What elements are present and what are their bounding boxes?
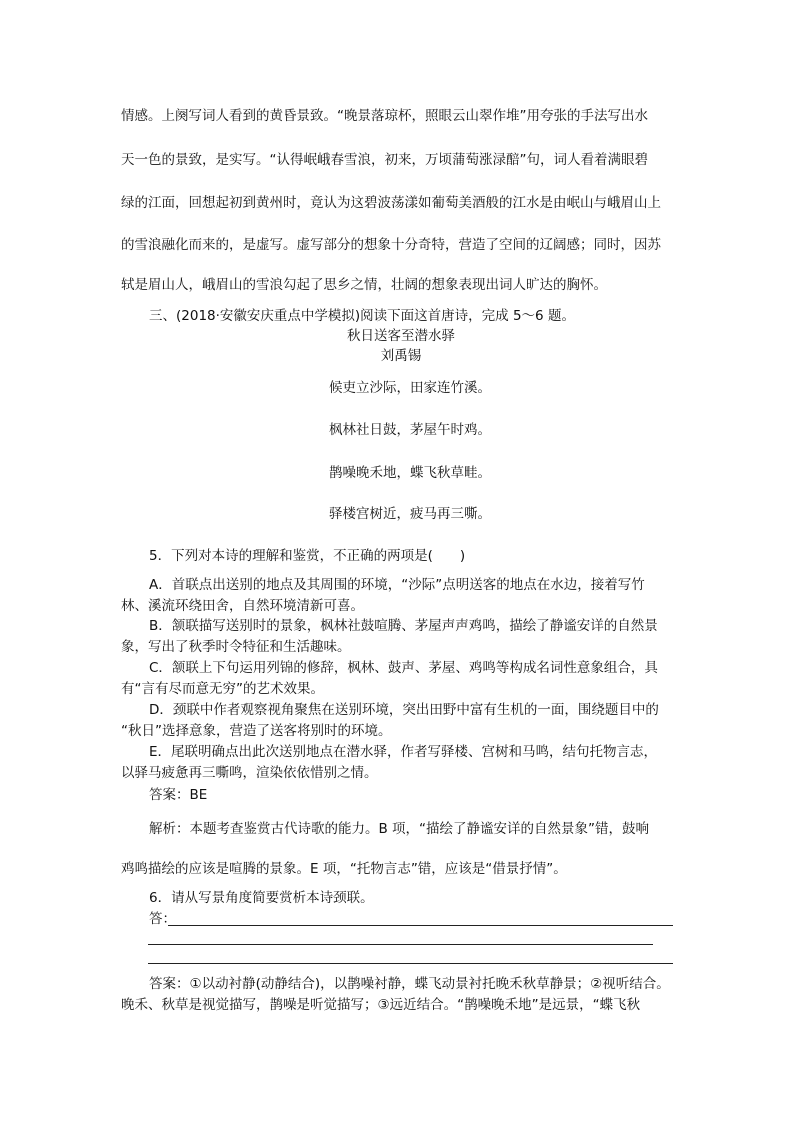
option-c-line-1: C．颔联上下句运用列锦的修辞，枫林、鼓声、茅屋、鸡鸣等构成名词性意象组合，具 (149, 660, 658, 676)
option-b-line-1: B．颔联描写送别时的景象，枫林社鼓喧腾、茅屋声声鸡鸣，描绘了静谧安详的自然景 (149, 618, 658, 634)
question-6-stem: 6．请从写景角度简要赏析本诗颈联。 (149, 890, 374, 906)
question-6-answer-line-2: 晚禾、秋草是视觉描写，鹊噪是听觉描写；③远近结合。“鹊噪晚禾地”是远景，“蝶飞秋 (121, 997, 641, 1013)
question-6-answer-prompt: 答： (149, 911, 176, 927)
poem-line-3: 鹊噪晚禾地，蝶飞秋草畦。 (329, 465, 491, 481)
question-5-analysis-line-1: 解析：本题考查鉴赏古代诗歌的能力。B 项，“描绘了静谧安详的自然景象”错，鼓响 (149, 821, 650, 837)
poem-line-1: 候吏立沙际，田家连竹溪。 (329, 380, 491, 396)
intro-line-4: 的雪浪融化而来的，是虚写。虚写部分的想象十分奇特，营造了空间的辽阔感；同时，因苏 (121, 237, 661, 253)
option-d-line-1: D．颈联中作者观察视角聚焦在送别环境，突出田野中富有生机的一面，围绕题目中的 (149, 702, 659, 718)
question-5-analysis-line-2: 鸡鸣描绘的应该是喧腾的景象。E 项，“托物言志”错，应该是“借景抒情”。 (121, 861, 567, 877)
intro-line-1: 情感。上阕写词人看到的黄昏景致。“晚景落琼杯，照眼云山翠作堆”用夸张的手法写出水 (121, 108, 648, 124)
option-c-line-2: 有“言有尽而意无穷”的艺术效果。 (121, 681, 324, 697)
poem-line-4: 驿楼宫树近，疲马再三嘶。 (329, 506, 491, 522)
poem-title: 秋日送客至潜水驿 (347, 328, 455, 344)
intro-line-2: 天一色的景致，是实写。“认得岷峨春雪浪，初来，万顷蒲萄涨渌醅”句，词人看着满眼碧 (121, 152, 648, 168)
option-a-line-2: 林、溪流环绕田舍，自然环境清新可喜。 (121, 598, 364, 614)
question-6-answer-line-1: 答案：①以动衬静(动静结合)，以鹊噪衬静，蝶飞动景衬托晚禾秋草静景；②视听结合。 (149, 976, 670, 992)
intro-line-3: 绿的江面，回想起初到黄州时，竟认为这碧波荡漾如葡萄美酒般的江水是由岷山与峨眉山上 (121, 195, 661, 211)
option-b-line-2: 象，写出了秋季时令特征和生活趣味。 (121, 639, 351, 655)
answer-blank-line-3[interactable] (148, 963, 673, 964)
answer-blank-line-2[interactable] (148, 944, 653, 945)
question-5-stem: 5．下列对本诗的理解和鉴赏，不正确的两项是( ) (149, 548, 466, 564)
question-5-answer: 答案：BE (149, 787, 208, 803)
option-a-line-1: A．首联点出送别的地点及其周围的环境，“沙际”点明送客的地点在水边，接着写竹 (149, 577, 645, 593)
option-e-line-1: E．尾联明确点出此次送别地点在潜水驿，作者写驿楼、宫树和马鸣，结句托物言志， (149, 744, 658, 760)
poem-line-2: 枫林社日鼓，茅屋午时鸡。 (329, 422, 491, 438)
poem-author: 刘禹锡 (380, 348, 422, 364)
answer-blank-line-1[interactable] (168, 925, 673, 926)
intro-line-5: 轼是眉山人，峨眉山的雪浪勾起了思乡之情，壮阔的想象表现出词人旷达的胸怀。 (121, 277, 607, 293)
section-three-heading: 三、(2018·安徽安庆重点中学模拟)阅读下面这首唐诗，完成 5～6 题。 (149, 308, 575, 324)
option-e-line-2: 以驿马疲惫再三嘶鸣，渲染依依惜别之情。 (121, 765, 378, 781)
option-d-line-2: “秋日”选择意象，营造了送客将别时的环境。 (121, 723, 392, 739)
